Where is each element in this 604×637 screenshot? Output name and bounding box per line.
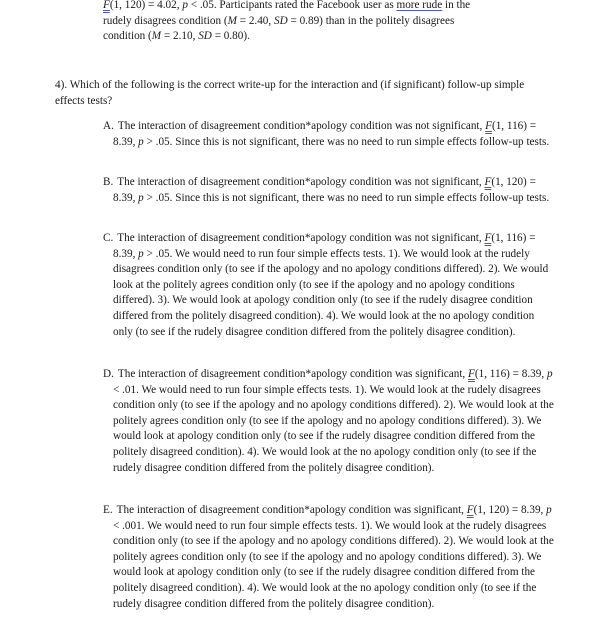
option-b[interactable]: B. The interaction of disagreement condition*apology condition was not significant, F(1, 120) = 8.39, p > .05. Since this is not significant, there was no need to run simple effects follow-up tests. [103, 176, 550, 204]
option-d[interactable]: D. The interaction of disagreement condition*apology condition was significant, F(1, 116) = 8.39, p < .01. We would need to run four simple effects tests. 1). We would look at the rudely disagrees condition only (to see if the apology and no apology conditions differed). 2). We would look at the politely agrees condition only (to see if the apology and no apology conditions differed). 3). We would look at apology condition only (to see if the rudely disagree condition differed from the politely disagreed condition). 4). We would look at the no apology condition only (to see if the rudely disagree condition differed from the politely disagree condition). [103, 368, 554, 474]
option-e[interactable]: E. The interaction of disagreement condition*apology condition was significant, F(1, 120) = 8.39, p < .001. We would need to run four simple effects tests. 1). We would look at the rudely disagrees condition only (to see if the apology and no apology conditions differed). 2). We would look at the politely agrees condition only (to see if the apology and no apology conditions differed). 3). We would look at apology condition only (to see if the rudely disagree condition differed from the politely disagreed condition). 4). We would look at the no apology condition only (to see if the rudely disagree condition differed from the politely disagree condition). [103, 504, 554, 610]
previous-answer-fragment [103, 0, 543, 45]
option-letter: B. [103, 176, 114, 188]
option-c[interactable]: C. The interaction of disagreement condition*apology condition was not significant, F(1, 116) = 8.39, p > .05. We would need to run four simple effects tests. 1). We would look at the rudely disagrees condition only (to see if the apology and no apology conditions differed). 2). We would look at the politely agrees condition only (to see if the apology and no apology conditions differed). 3). We would look at apology condition only (to see if the rudely disagree condition differed from the politely disagreed condition). 4). We would look at the no apology condition only (to see if the rudely disagree condition differed from the politely disagree condition). [103, 232, 549, 338]
question-text: 4). Which of the following is the correct write-up for the interaction and (if significant) follow-up simple effects tests? [55, 79, 525, 107]
option-a[interactable]: A. The interaction of disagreement condition*apology condition was not significant, F(1, 116) = 8.39, p > .05. Since this is not significant, there was no need to run simple effects follow-up tests. [103, 120, 550, 148]
option-letter: C. [103, 232, 114, 244]
fragment-line-2: rudely disagrees condition (M = 2.40, SD = 0.89) than in the politely disagrees [103, 14, 455, 27]
option-letter: E. [103, 504, 113, 516]
fragment-line-3: condition (M = 2.10, SD = 0.80). [103, 30, 250, 43]
question-4 [55, 78, 555, 109]
option-letter: D. [103, 368, 114, 380]
spell-underlined-term: more rude [396, 0, 443, 11]
fragment-line-1: F(1, 120) = 4.02, p < .05. Participants rated the Facebook user as more rude in the [103, 0, 471, 11]
option-letter: A. [103, 120, 114, 132]
